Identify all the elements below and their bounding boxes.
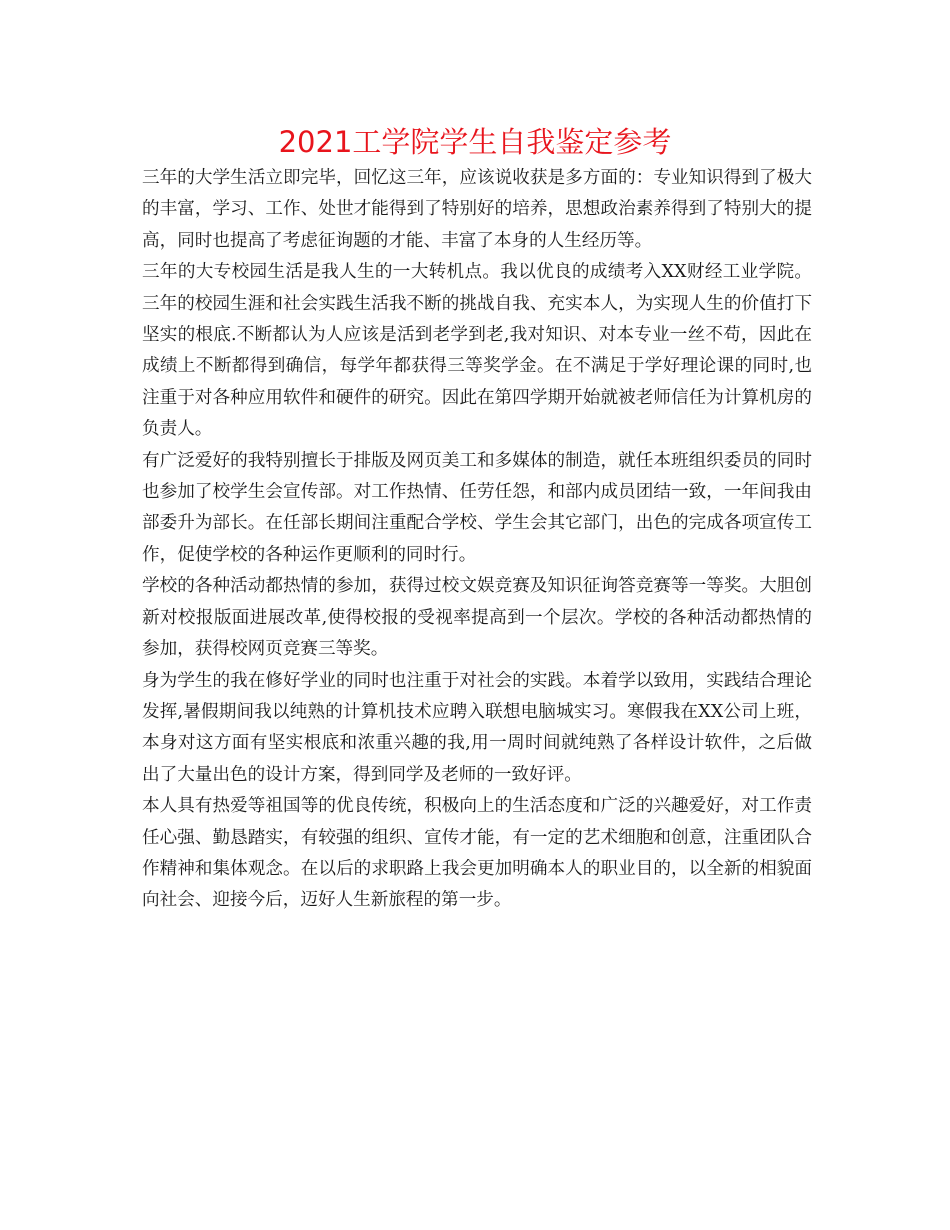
paragraph-2: 三年的大专校园生活是我人生的一大转机点。我以优良的成绩考入XX财经工业学院。三年的校园生涯和社会实践生活我不断的挑战自我、充实本人，为实现人生的价值打下坚实的根底.不断都认为人应该是活到老学到老,我对知识、对本专业一丝不苟，因此在成绩上不断都得到确信，每学年都获得三等奖学金。在不满足于学好理论课的同时,也注重于对各种应用软件和硬件的研究。因此在第四学期开始就被老师信任为计算机房的负责人。 xyxy=(142,262,812,440)
paragraph-1: 三年的大学生活立即完毕，回忆这三年，应该说收获是多方面的：专业知识得到了极大的丰富，学习、工作、处世才能得到了特别好的培养，思想政治素养得到了特别大的提高，同时也提高了考虑征询题的才能、丰富了本身的人生经历等。 xyxy=(142,168,812,251)
document-title: 2021工学院学生自我鉴定参考 xyxy=(278,125,672,159)
paragraph-4: 学校的各种活动都热情的参加，获得过校文娱竞赛及知识征询答竞赛等一等奖。大胆创新对校报版面进展改革,使得校报的受视率提高到一个层次。学校的各种活动都热情的参加，获得校网页竞赛三等奖。 xyxy=(142,576,812,660)
paragraph-6: 本人具有热爱等祖国等的优良传统，积极向上的生活态度和广泛的兴趣爱好，对工作责任心强、勤恳踏实，有较强的组织、宣传才能，有一定的艺术细胞和创意，注重团队合作精神和集体观念。在以后的求职路上我会更加明确本人的职业目的，以全新的相貌面向社会、迎接今后，迈好人生新旅程的第一步。 xyxy=(142,796,812,911)
document-body xyxy=(142,163,812,917)
paragraph-5: 身为学生的我在修好学业的同时也注重于对社会的实践。本着学以致用，实践结合理论发挥,暑假期间我以纯熟的计算机技术应聘入联想电脑城实习。寒假我在XX公司上班，本身对这方面有坚实根底和浓重兴趣的我,用一周时间就纯熟了各样设计软件，之后做出了大量出色的设计方案，得到同学及老师的一致好评。 xyxy=(142,670,812,785)
paragraph-3: 有广泛爱好的我特别擅长于排版及网页美工和多媒体的制造，就任本班组织委员的同时也参加了校学生会宣传部。对工作热情、任劳任怨，和部内成员团结一致，一年间我由部委升为部长。在任部长期间注重配合学校、学生会其它部门，出色的完成各项宣传工作，促使学校的各种运作更顺利的同时行。 xyxy=(142,450,812,565)
